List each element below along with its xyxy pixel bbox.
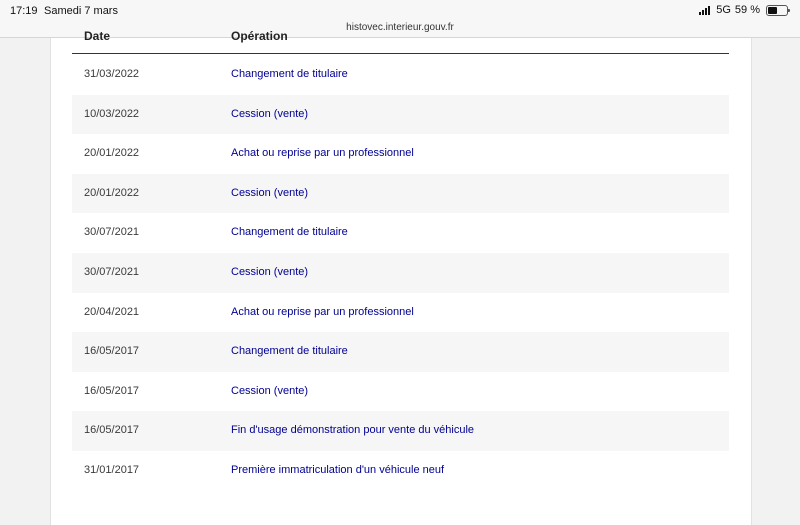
row-date: 16/05/2017 (84, 424, 140, 437)
row-operation-link[interactable]: Cession (vente) (231, 186, 309, 199)
row-date: 30/07/2021 (84, 226, 140, 239)
row-operation-link[interactable]: Première immatriculation d'un véhicule neuf (231, 463, 445, 476)
history-table-body (72, 55, 729, 491)
row-date: 31/01/2017 (84, 463, 140, 476)
column-header-date: Date (84, 29, 111, 43)
row-date: 20/01/2022 (84, 186, 140, 199)
table-row (72, 55, 729, 95)
row-operation-link[interactable]: Cession (vente) (231, 384, 309, 397)
row-date: 20/01/2022 (84, 147, 140, 160)
table-header (72, 26, 729, 54)
status-bar (0, 0, 800, 22)
row-date: 10/03/2022 (84, 107, 140, 120)
battery-percentage: 59 % (734, 4, 760, 16)
status-date: Samedi 7 mars (44, 5, 118, 17)
row-operation-link[interactable]: Cession (vente) (231, 265, 309, 278)
table-row (72, 253, 729, 293)
table-row (72, 411, 729, 451)
row-date: 30/07/2021 (84, 265, 140, 278)
row-operation-link[interactable]: Fin d'usage démonstration pour vente du véhicule (231, 424, 475, 437)
row-date: 16/05/2017 (84, 384, 140, 397)
cellular-signal-icon (699, 6, 710, 15)
table-row (72, 372, 729, 412)
table-row (72, 332, 729, 372)
column-header-operation: Opération (231, 29, 288, 43)
header-rule (72, 53, 729, 54)
table-row (72, 174, 729, 214)
row-operation-link[interactable]: Cession (vente) (231, 107, 309, 120)
table-row (72, 95, 729, 135)
network-type: 5G (716, 4, 731, 16)
row-operation-link[interactable]: Achat ou reprise par un professionnel (231, 305, 414, 318)
url-text[interactable]: histovec.interieur.gouv.fr (346, 22, 454, 33)
status-indicators (699, 4, 788, 16)
row-operation-link[interactable]: Changement de titulaire (231, 68, 348, 80)
battery-fill (768, 7, 777, 14)
row-operation-link[interactable]: Changement de titulaire (231, 345, 348, 358)
row-date: 31/03/2022 (84, 68, 140, 80)
page-content (50, 29, 752, 525)
row-date: 20/04/2021 (84, 305, 140, 318)
status-time: 17:19 (10, 5, 38, 17)
row-operation-link[interactable]: Changement de titulaire (231, 226, 348, 239)
table-row (72, 293, 729, 333)
table-row (72, 213, 729, 253)
row-operation-link[interactable]: Achat ou reprise par un professionnel (231, 147, 414, 160)
table-row (72, 451, 729, 491)
table-row (72, 134, 729, 174)
row-date: 16/05/2017 (84, 345, 140, 358)
battery-icon (766, 5, 788, 16)
